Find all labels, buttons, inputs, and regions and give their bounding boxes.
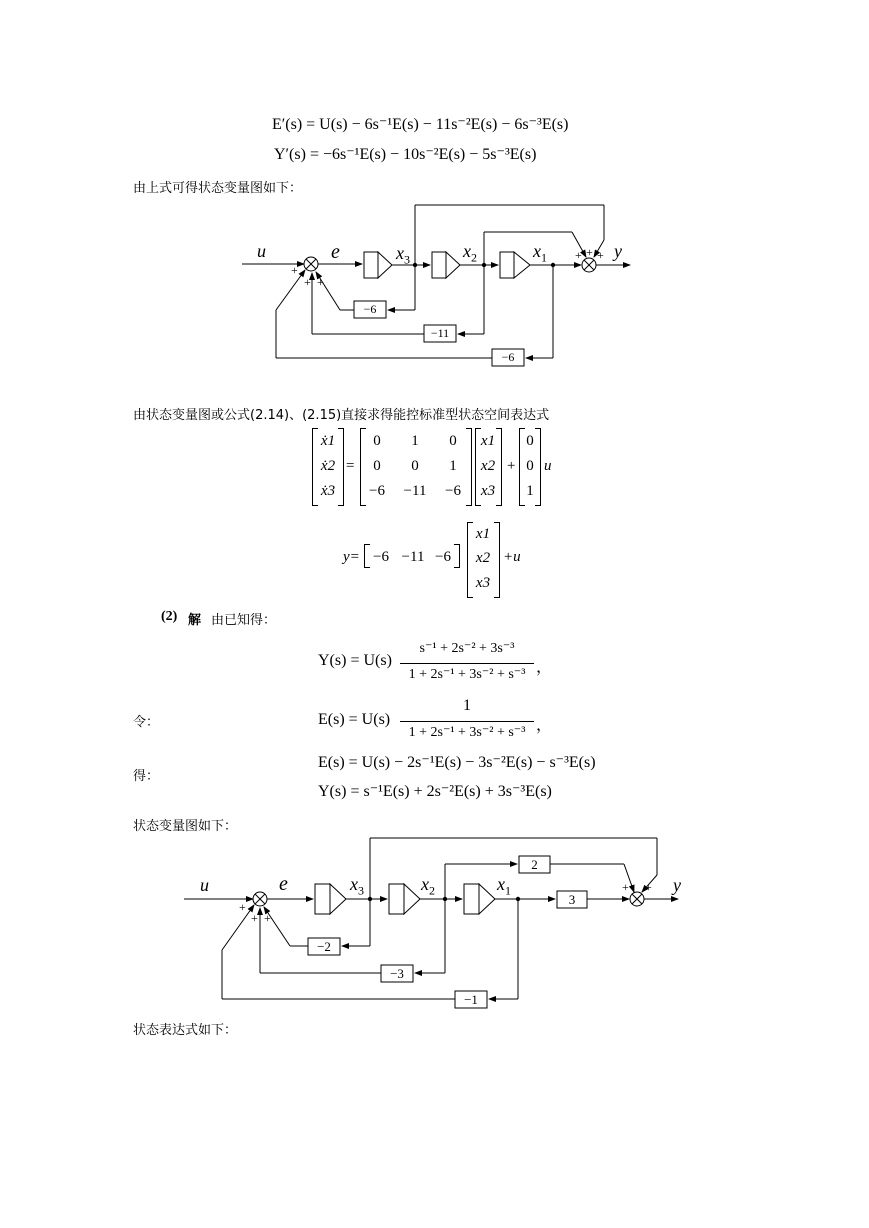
eq-y-denominator: 1 + 2s⁻¹ + 3s⁻² + s⁻³ <box>408 667 526 682</box>
equals-sign: = <box>346 458 355 474</box>
eq-e2: E(s) = U(s) − 2s⁻¹E(s) − 3s⁻²E(s) − s⁻³E(s) <box>318 754 596 771</box>
eq-e-lhs: E(s) = U(s) <box>318 711 391 728</box>
xdot3: ẋ3 <box>320 483 336 499</box>
d2-sign-left: + <box>239 900 246 914</box>
caption-diagram2: 状态变量图如下： <box>133 819 238 834</box>
d2-label-x1: $x_1$ <box>497 874 511 898</box>
eq-y-numerator: s⁻¹ + 2s⁻² + 3s⁻³ <box>419 641 515 656</box>
eq-y-lhs: Y(s) = U(s) <box>318 652 392 669</box>
caption-state-expression: 状态表达式如下： <box>133 1023 238 1038</box>
y-x1: x1 <box>475 526 491 542</box>
d2-label-x3: $x_3$ <box>350 874 364 898</box>
B3: 1 <box>526 483 534 499</box>
x1-col: x1 <box>480 433 496 449</box>
equation-e-prime: E′(s) = U(s) − 6s⁻¹E(s) − 11s⁻²E(s) − 6s⁻³E(s) <box>272 116 569 133</box>
eq-y2: Y(s) = s⁻¹E(s) + 2s⁻²E(s) + 3s⁻³E(s) <box>318 783 552 800</box>
xdot1: ẋ1 <box>320 433 336 449</box>
d2-gain-b: −3 <box>390 966 404 981</box>
y-lhs: y= <box>343 549 360 565</box>
eq-e-numerator: 1 <box>463 697 471 714</box>
part2-solve: 解 <box>188 613 202 628</box>
d1-gain-b: −11 <box>430 326 450 340</box>
d1-gain-c: −6 <box>501 350 515 364</box>
d1-out-sign-3: + <box>597 248 604 262</box>
d1-label-u: u <box>257 241 266 261</box>
y-x3: x3 <box>475 575 491 591</box>
d2-sign-bottom1: + <box>251 911 258 925</box>
C1: −6 <box>373 549 389 565</box>
eq-e-comma: ， <box>536 717 553 734</box>
eq-y-comma: ， <box>536 659 553 676</box>
d1-sign-left: + <box>291 263 298 277</box>
x3-col: x3 <box>480 483 496 499</box>
C3: −6 <box>435 549 451 565</box>
d2-label-y: y <box>673 875 681 895</box>
B1: 0 <box>526 433 534 449</box>
d1-out-sign-1: + <box>575 248 582 262</box>
A11: 0 <box>373 433 381 449</box>
A12: 1 <box>411 433 419 449</box>
d2-sign-bottom2: + <box>264 911 271 925</box>
get-label: 得： <box>133 769 160 784</box>
part2-number: (2) <box>161 609 178 624</box>
y-tail: +u <box>503 549 521 565</box>
d2-label-u: u <box>200 875 209 895</box>
let-label: 令： <box>133 715 160 730</box>
A32: −11 <box>403 483 427 499</box>
d1-out-sign-2: + <box>586 245 593 259</box>
d2-label-e: e <box>279 873 288 895</box>
d2-label-x2: $x_2$ <box>421 874 435 898</box>
x2-col: x2 <box>480 458 496 474</box>
d1-sign-bottom1: + <box>304 275 311 289</box>
d2-gain-mid: 3 <box>568 892 576 907</box>
equation-y-prime: Y′(s) = −6s⁻¹E(s) − 10s⁻²E(s) − 5s⁻³E(s) <box>274 146 537 163</box>
y-x2: x2 <box>475 550 491 566</box>
d2-out-sign-2: + <box>645 880 652 894</box>
d1-label-x3: $x_3$ <box>396 243 410 267</box>
u-symbol: u <box>544 458 552 474</box>
A21: 0 <box>373 458 381 474</box>
d1-label-e: e <box>331 241 340 263</box>
A22: 0 <box>411 458 419 474</box>
d2-out-sign-1: + <box>622 880 629 894</box>
d1-label-x2: $x_2$ <box>463 241 477 265</box>
part2-given: 由已知得： <box>211 613 277 628</box>
caption-diagram1: 由上式可得状态变量图如下： <box>133 181 303 196</box>
xdot2: ẋ2 <box>320 458 336 474</box>
d1-label-y: y <box>614 241 622 261</box>
A31: −6 <box>369 483 385 499</box>
A23: 1 <box>449 458 457 474</box>
d2-gain-c: −1 <box>464 992 478 1007</box>
A13: 0 <box>449 433 457 449</box>
eq-e-denominator: 1 + 2s⁻¹ + 3s⁻² + s⁻³ <box>408 725 526 740</box>
d1-gain-a: −6 <box>363 302 377 316</box>
d1-sign-bottom2: + <box>317 275 324 289</box>
plus-sign: + <box>507 458 516 474</box>
B2: 0 <box>526 458 534 474</box>
d2-gain-a: −2 <box>317 939 331 954</box>
caption-canonical: 由状态变量图或公式(2.14)、(2.15)直接求得能控标准型状态空间表达式 <box>133 408 550 423</box>
C2: −11 <box>401 549 425 565</box>
A33: −6 <box>445 483 461 499</box>
d2-gain-top: 2 <box>531 857 538 872</box>
d1-label-x1: $x_1$ <box>533 241 547 265</box>
